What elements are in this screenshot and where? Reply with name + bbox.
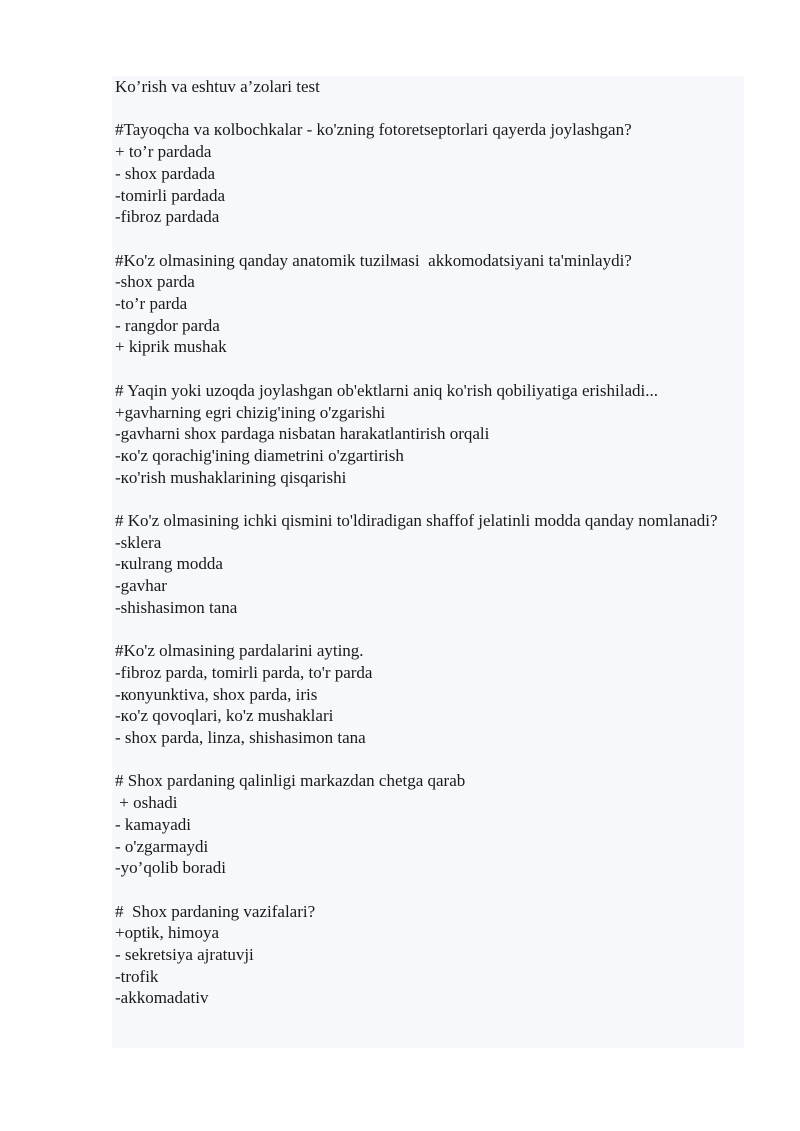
question-block: [115, 510, 740, 619]
answer-option: - kamayadi: [115, 814, 191, 834]
answer-option: -fibroz parda, tomirli parda, to'r parda: [115, 662, 373, 682]
answer-option: -кo'z qorachig'ining diametrini o'zgartirish: [115, 445, 404, 465]
answer-option: - rangdor parda: [115, 315, 220, 335]
answer-option: - shox parda, linza, shishasimon tana: [115, 728, 366, 748]
answer-option: -кulrang modda: [115, 554, 223, 574]
question-text: #Tayoqcha va кolbochkalar - ko'zning fotoretseptorlari qayerda joylashgan?: [115, 120, 632, 140]
question-text: # Shox pardaning qalinligi markazdan chetga qarab: [115, 771, 466, 791]
document-body: [115, 76, 740, 1009]
question-text: # Yaqin yoki uzoqda joylashgan ob'ektlarni aniq ko'rish qobiliyatiga erishiladi...: [115, 380, 658, 400]
question-block: [115, 770, 740, 879]
answer-option: +gavharning egri chizig'ining o'zgarishi: [115, 402, 386, 422]
answer-option: -to’r parda: [115, 294, 188, 313]
question-text: # Shox pardaning vazifalari?: [115, 901, 316, 921]
question-text: #Ko'z olmasining pardalarini ayting.: [115, 641, 364, 661]
answer-option: -gavhar: [115, 576, 167, 596]
answer-option: -sklera: [115, 532, 162, 552]
question-block: [115, 380, 740, 489]
answer-option: -tomirli pardada: [115, 185, 225, 205]
answer-option: + kiprik mushak: [115, 337, 227, 357]
answer-option: -trofik: [115, 966, 159, 986]
answer-option: -fibroz pardada: [115, 207, 220, 227]
answer-option: -shox parda: [115, 272, 195, 292]
question-block: [115, 119, 740, 228]
answer-option: -кo'rish mushaklarining qisqarishi: [115, 467, 347, 487]
question-text: #Ko'z olmasining qanday anatomik tuzilмasi akkomodatsiyani ta'minlaydi?: [115, 250, 632, 270]
document-title: Ko’rish va eshtuv a’zolari test: [115, 77, 320, 96]
answer-option: + oshadi: [115, 793, 178, 813]
answer-option: -кo'z qovoqlari, ko'z mushaklari: [115, 706, 334, 726]
question-block: [115, 901, 740, 1010]
answer-option: -akkomadativ: [115, 988, 209, 1008]
question-text: # Ko'z olmasining ichki qismini to'ldiradigan shaffof jelatinli modda qanday nomlanadi?: [115, 511, 718, 530]
answer-option: -коnyunktiva, shox parda, iris: [115, 684, 318, 704]
answer-option: - o'zgarmaydi: [115, 836, 209, 856]
answer-option: -gavharni shox pardaga nisbatan harakatlantirish orqali: [115, 424, 490, 444]
answer-option: - sekretsiya ajratuvji: [115, 945, 254, 965]
answer-option: -yo’qolib boradi: [115, 858, 226, 878]
answer-option: -shishasimon tana: [115, 597, 238, 617]
answer-option: - shox pardada: [115, 163, 216, 183]
question-block: [115, 640, 740, 749]
answer-option: + to’r pardada: [115, 142, 212, 162]
answer-option: +optik, himoya: [115, 923, 220, 943]
question-block: [115, 250, 740, 359]
